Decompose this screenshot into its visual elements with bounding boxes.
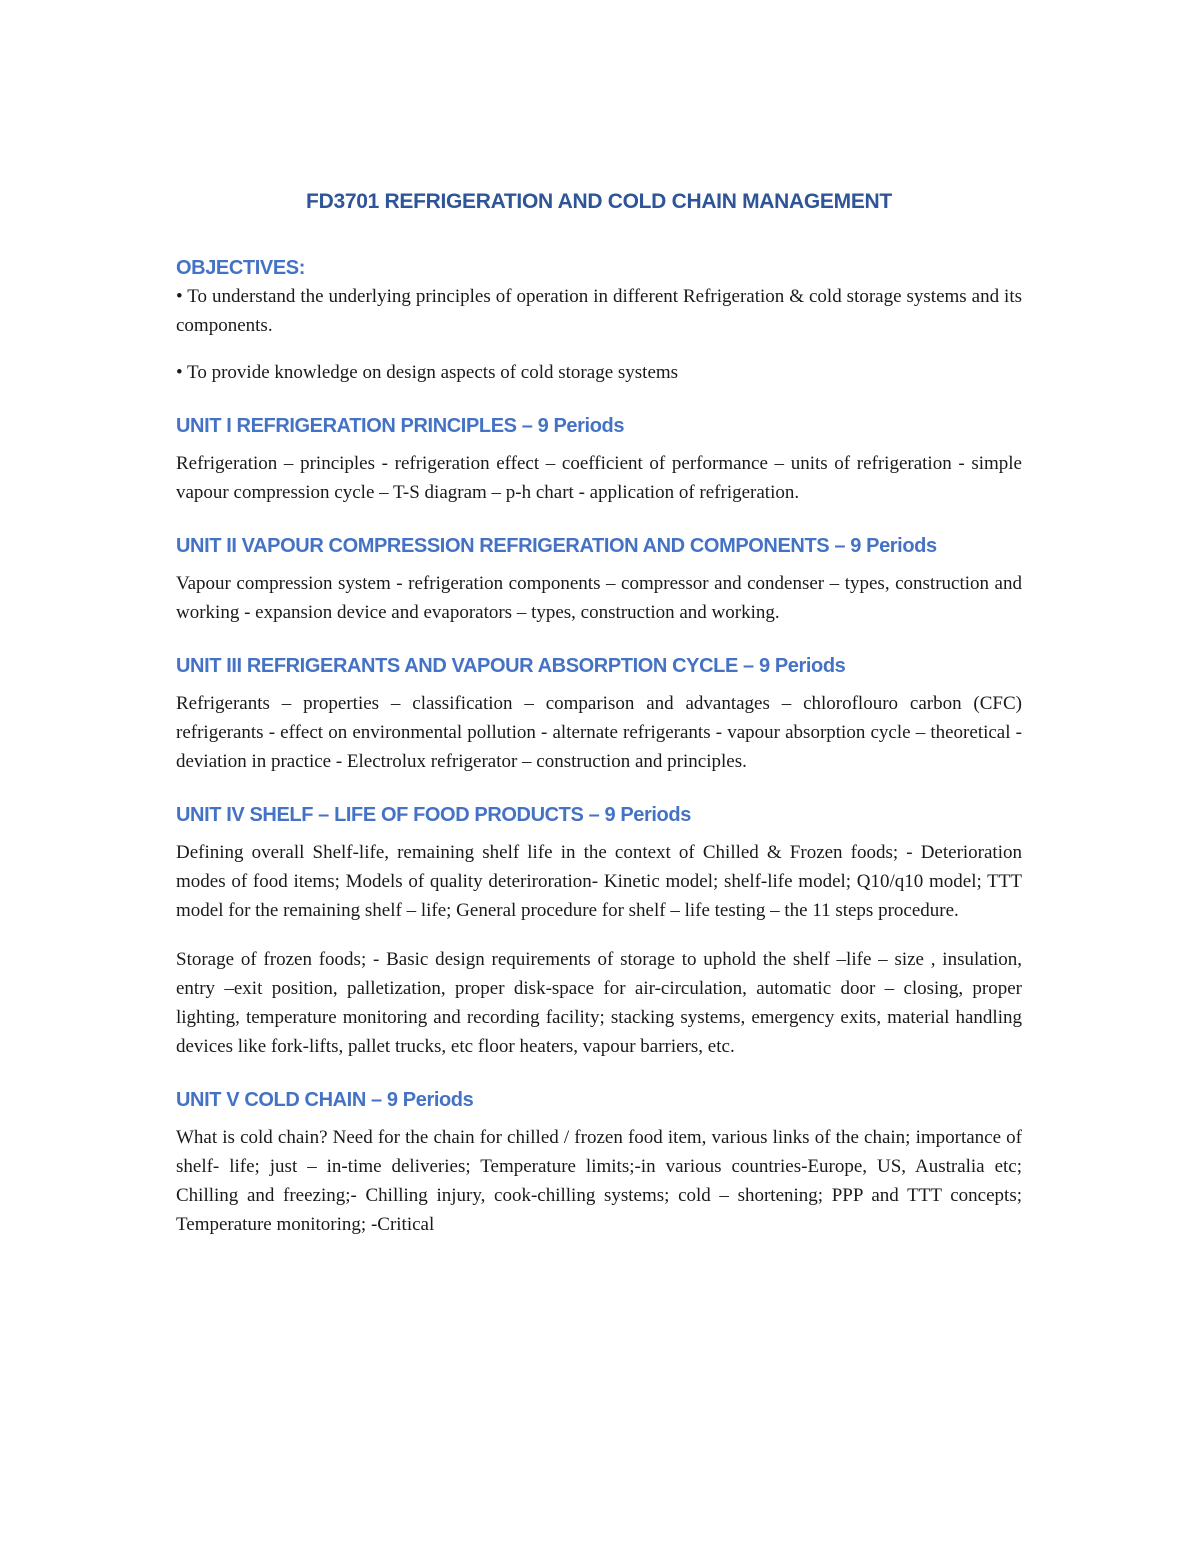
page-content [176, 190, 1022, 1239]
unit-4-heading: UNIT IV SHELF – LIFE OF FOOD PRODUCTS – 9 Periods [176, 804, 691, 826]
unit-1-paragraph: Refrigeration – principles - refrigeration effect – coefficient of performance – units of refrigeration - simple vapour compression cycle – T-S diagram – p-h chart - application of refrigeration. [176, 453, 1022, 503]
unit-2-paragraph: Vapour compression system - refrigeration components – compressor and condenser – types, construction and working - expansion device and evaporators – types, construction and working. [176, 573, 1022, 623]
objective-item: • To provide knowledge on design aspects of cold storage systems [176, 362, 679, 383]
document-title: FD3701 REFRIGERATION AND COLD CHAIN MANAGEMENT [306, 190, 892, 213]
unit-3-paragraph: Refrigerants – properties – classification – comparison and advantages – chloroflouro carbon (CFC) refrigerants - effect on environmental pollution - alternate refrigerants - vapour absorption cycle – theoretical - deviation in practice - Electrolux refrigerator – construction and principles. [176, 693, 1022, 772]
unit-4-paragraph: Defining overall Shelf-life, remaining shelf life in the context of Chilled & Frozen foods; - Deterioration modes of food items; Models of quality deteriroration- Kinetic model; shelf-life model; Q10/q10 model; TTT model for the remaining shelf – life; General procedure for shelf – life testing – the 11 steps procedure. [176, 842, 1022, 921]
objectives-heading: OBJECTIVES: [176, 257, 305, 279]
unit-1-heading: UNIT I REFRIGERATION PRINCIPLES – 9 Periods [176, 415, 625, 437]
unit-5-heading: UNIT V COLD CHAIN – 9 Periods [176, 1089, 474, 1111]
objective-item: • To understand the underlying principles of operation in different Refrigeration & cold storage systems and its components. [176, 286, 1022, 336]
unit-4-paragraph: Storage of frozen foods; - Basic design requirements of storage to uphold the shelf –life – size , insulation, entry –exit position, palletization, proper disk-space for air-circulation, automatic door – closing, proper lighting, temperature monitoring and recording facility; stacking systems, emergency exits, material handling devices like fork-lifts, pallet trucks, etc floor heaters, vapour barriers, etc. [176, 949, 1022, 1057]
unit-2-heading: UNIT II VAPOUR COMPRESSION REFRIGERATION AND COMPONENTS – 9 Periods [176, 535, 937, 557]
unit-5-paragraph: What is cold chain? Need for the chain for chilled / frozen food item, various links of the chain; importance of shelf- life; just – in-time deliveries; Temperature limits;-in various countries-Europe, US, Australia etc; Chilling and freezing;- Chilling injury, cook-chilling systems; cold – shortening; PPP and TTT concepts; Temperature monitoring; -Critical [176, 1127, 1022, 1235]
unit-3-heading: UNIT III REFRIGERANTS AND VAPOUR ABSORPTION CYCLE – 9 Periods [176, 655, 846, 677]
